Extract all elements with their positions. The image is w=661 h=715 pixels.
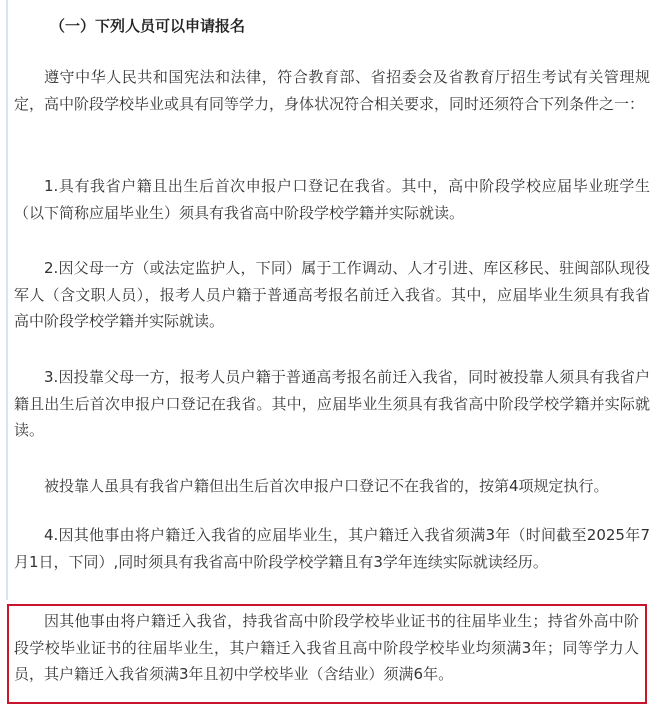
highlighted-paragraph-box <box>7 604 647 704</box>
section-heading: （一）下列人员可以申请报名 <box>50 17 246 35</box>
highlighted-paragraph: 因其他事由将户籍迁入我省，持我省高中阶段学校毕业证书的往届毕业生；持省外高中阶段学校毕业证书的往届毕业生，其户籍迁入我省且高中阶段学校毕业均须满3年；同等学力人员，其户籍迁入我省须满3年且初中学校毕业（含结业）须满6年。 <box>14 612 639 683</box>
condition-item-3: 3.因投靠父母一方，报考人员户籍于普通高考报名前迁入我省，同时被投靠人须具有我省户籍且出生后首次申报户口登记在我省。其中，应届毕业生须具有我省高中阶段学校学籍并实际就读。 <box>14 368 650 439</box>
intro-paragraph: 遵守中华人民共和国宪法和法律，符合教育部、省招委会及省教育厅招生考试有关管理规定，高中阶段学校毕业或具有同等学力，身体状况符合相关要求，同时还须符合下列条件之一： <box>14 68 650 113</box>
condition-item-2: 2.因父母一方（或法定监护人，下同）属于工作调动、人才引进、库区移民、驻闽部队现役军人（含文职人员），报考人员户籍于普通高考报名前迁入我省。其中，应届毕业生须具有我省高中阶段学校学籍并实际就读。 <box>14 259 650 330</box>
left-border-rule <box>6 0 8 600</box>
condition-item-4: 4.因其他事由将户籍迁入我省的应届毕业生，其户籍迁入我省须满3年（时间截至2025年7月1日，下同）,同时须具有我省高中阶段学校学籍且有3学年连续实际就读经历。 <box>14 526 650 571</box>
note-paragraph: 被投靠人虽具有我省户籍但出生后首次申报户口登记不在我省的，按第4项规定执行。 <box>44 477 609 495</box>
condition-item-1: 1.具有我省户籍且出生后首次申报户口登记在我省。其中，高中阶段学校应届毕业班学生（以下简称应届毕业生）须具有我省高中阶段学校学籍并实际就读。 <box>14 177 650 222</box>
